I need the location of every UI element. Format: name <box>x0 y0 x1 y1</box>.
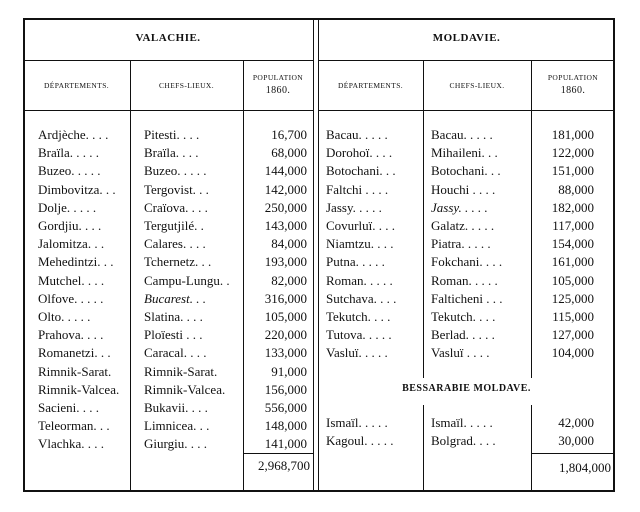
population-cell: 117,000 <box>552 218 594 233</box>
chef-lieu-cell: Limnicea. . . <box>144 418 210 434</box>
population-cell: 556,000 <box>264 400 307 415</box>
population-cell: 316,000 <box>264 290 307 306</box>
departement-cell: Dorohoï. . . . <box>326 145 393 161</box>
chef-lieu-cell: Mihaileni. . . <box>431 145 498 161</box>
header-rule <box>318 110 615 111</box>
population-cell: 42,000 <box>558 415 594 430</box>
departement-cell: Sacieni. . . . <box>38 400 100 415</box>
departement-cell: Gordjiu. . . . <box>38 218 102 233</box>
chef-lieu-cell: Buzeo. . . . . <box>144 163 207 179</box>
chef-lieu-cell: Rimnik-Sarat. <box>144 363 218 379</box>
valachie-row <box>0 363 640 380</box>
population-cell: 105,000 <box>264 309 307 324</box>
moldavie-header-year: 1860. <box>560 85 586 96</box>
departement-cell: Rimnik-Sarat. <box>38 363 112 379</box>
population-cell: 30,000 <box>558 433 594 449</box>
chef-lieu-cell: Caracal. . . . <box>144 345 207 361</box>
chef-lieu-cell: Craïova. . . . <box>144 199 208 215</box>
population-cell: 156,000 <box>264 381 307 397</box>
departement-cell: Olfove. . . . . <box>38 290 104 306</box>
population-cell: 250,000 <box>264 199 307 215</box>
chef-lieu-cell: Bukavii. . . . <box>144 400 208 415</box>
moldavie-header-chefs-lieux: CHEFS-LIEUX. <box>449 81 505 90</box>
population-cell: 220,000 <box>264 327 307 343</box>
moldavie-row <box>0 144 640 161</box>
population-cell: 154,000 <box>551 236 594 252</box>
title-rule <box>318 60 615 61</box>
chef-lieu-cell: Tergutjilé. . <box>144 218 204 233</box>
departement-cell: Tekutch. . . . <box>326 309 391 324</box>
departement-cell: Mehedintzi. . . <box>38 254 114 270</box>
valachie-total: 2,968,700 <box>258 458 310 473</box>
bessarabie-title: BESSARABIE MOLDAVE. <box>402 383 531 394</box>
departement-cell: Tutova. . . . . <box>326 327 392 343</box>
chef-lieu-cell: Calares. . . . <box>144 236 206 252</box>
departement-cell: Prahova. . . . <box>38 327 104 343</box>
departement-cell: Romanetzi. . . <box>38 345 111 361</box>
population-cell: 151,000 <box>551 163 594 179</box>
departement-cell: Sutchava. . . . <box>326 290 397 306</box>
chef-lieu-cell: Falticheni . . . <box>431 290 503 306</box>
population-cell: 91,000 <box>271 363 307 379</box>
moldavie-row <box>0 326 640 343</box>
departement-cell: Vasluï. . . . . <box>326 345 388 361</box>
population-cell: 148,000 <box>264 418 307 434</box>
moldavie-row <box>0 199 640 216</box>
moldavie-row <box>0 290 640 307</box>
population-cell: 181,000 <box>551 127 594 142</box>
population-cell: 161,000 <box>551 254 594 270</box>
moldavie-row <box>0 235 640 252</box>
chef-lieu-cell: Ploïesti . . . <box>144 327 203 343</box>
departement-cell: Roman. . . . . <box>326 272 393 288</box>
moldavie-row <box>0 308 640 325</box>
population-cell: 16,700 <box>271 127 307 142</box>
departement-cell: Vlachka. . . . <box>38 436 105 452</box>
departement-cell: Ardjèche. . . . <box>38 127 109 142</box>
chef-lieu-cell: Fokchani. . . . <box>431 254 503 270</box>
departement-cell: Olto. . . . . <box>38 309 91 324</box>
chef-lieu-cell: Houchi . . . . <box>431 181 496 197</box>
population-cell: 143,000 <box>264 218 307 233</box>
departement-cell: Covurluï. . . . <box>326 218 395 233</box>
population-cell: 84,000 <box>271 236 307 252</box>
moldavie-row <box>0 344 640 361</box>
population-cell: 88,000 <box>558 181 594 197</box>
total-rule <box>531 453 615 454</box>
chef-lieu-cell: Bucarest. . . <box>144 290 206 306</box>
chef-lieu-cell: Ismaïl. . . . . <box>431 415 493 430</box>
total-rule <box>243 453 313 454</box>
moldavie-header-population: POPULATION <box>547 73 599 82</box>
chef-lieu-cell: Rimnik-Valcea. <box>144 381 226 397</box>
moldavie-total: 1,804,000 <box>559 460 611 475</box>
population-cell: 142,000 <box>264 181 307 197</box>
chef-lieu-cell: Tekutch. . . . <box>431 309 496 324</box>
chef-lieu-cell: Vasluï . . . . <box>431 345 490 361</box>
departement-cell: Dolje. . . . . <box>38 199 97 215</box>
chef-lieu-cell: Pitesti. . . . <box>144 127 200 142</box>
population-cell: 144,000 <box>264 163 307 179</box>
valachie-title: VALACHIE. <box>135 32 201 44</box>
chef-lieu-cell: Slatina. . . . <box>144 309 203 324</box>
departement-cell: Jalomitza. . . <box>38 236 105 252</box>
chef-lieu-cell: Galatz. . . . . <box>431 218 495 233</box>
departement-cell: Dimbovitza. . . <box>38 181 116 197</box>
population-cell: 133,000 <box>264 345 307 361</box>
population-cell: 125,000 <box>551 290 594 306</box>
moldavie-row <box>0 253 640 270</box>
valachie-header-population: POPULATION <box>252 73 304 82</box>
departement-cell: Braïla. . . . . <box>38 145 100 161</box>
chef-lieu-cell: Campu-Lungu. . <box>144 272 230 288</box>
moldavie-row <box>0 126 640 143</box>
departement-cell: Botochani. . . <box>326 163 396 179</box>
moldavie-row <box>0 181 640 198</box>
chef-lieu-cell: Jassy. . . . . <box>431 199 488 215</box>
chef-lieu-cell: Bacau. . . . . <box>431 127 493 142</box>
departement-cell: Putna. . . . . <box>326 254 385 270</box>
population-cell: 82,000 <box>271 272 307 288</box>
population-cell: 193,000 <box>264 254 307 270</box>
moldavie-header-departements: DÉPARTEMENTS. <box>337 81 404 90</box>
chef-lieu-cell: Berlad. . . . . <box>431 327 495 343</box>
chef-lieu-cell: Braïla. . . . <box>144 145 199 161</box>
departement-cell: Jassy. . . . . <box>326 199 382 215</box>
chef-lieu-cell: Roman. . . . . <box>431 272 498 288</box>
header-rule <box>23 110 313 111</box>
moldavie-title: MOLDAVIE. <box>432 32 501 44</box>
population-cell: 127,000 <box>551 327 594 343</box>
title-rule <box>23 60 313 61</box>
population-cell: 122,000 <box>551 145 594 161</box>
departement-cell: Kagoul. . . . . <box>326 433 394 449</box>
departement-cell: Ismaïl. . . . . <box>326 415 388 430</box>
departement-cell: Bacau. . . . . <box>326 127 388 142</box>
population-cell: 115,000 <box>552 309 594 324</box>
population-cell: 104,000 <box>551 345 594 361</box>
chef-lieu-cell: Botochani. . . <box>431 163 501 179</box>
population-cell: 141,000 <box>264 436 307 452</box>
chef-lieu-cell: Giurgiu. . . . <box>144 436 207 452</box>
population-cell: 105,000 <box>551 272 594 288</box>
departement-cell: Mutchel. . . . <box>38 272 105 288</box>
moldavie-row <box>0 217 640 234</box>
chef-lieu-cell: Bolgrad. . . . <box>431 433 496 449</box>
valachie-header-year: 1860. <box>265 85 291 96</box>
departement-cell: Faltchi . . . . <box>326 181 389 197</box>
chef-lieu-cell: Piatra. . . . . <box>431 236 491 252</box>
population-cell: 68,000 <box>271 145 307 161</box>
population-cell: 182,000 <box>551 199 594 215</box>
departement-cell: Niamtzu. . . . <box>326 236 394 252</box>
departement-cell: Rimnik-Valcea. <box>38 381 120 397</box>
bessarabie-row <box>0 432 640 449</box>
chef-lieu-cell: Tergovist. . . <box>144 181 209 197</box>
valachie-header-chefs-lieux: CHEFS-LIEUX. <box>158 81 214 90</box>
departement-cell: Teleorman. . . <box>38 418 110 434</box>
chef-lieu-cell: Tchernetz. . . <box>144 254 212 270</box>
bessarabie-row <box>0 414 640 431</box>
valachie-header-departements: DÉPARTEMENTS. <box>43 81 110 90</box>
moldavie-row <box>0 162 640 179</box>
departement-cell: Buzeo. . . . . <box>38 163 101 179</box>
moldavie-row <box>0 272 640 289</box>
